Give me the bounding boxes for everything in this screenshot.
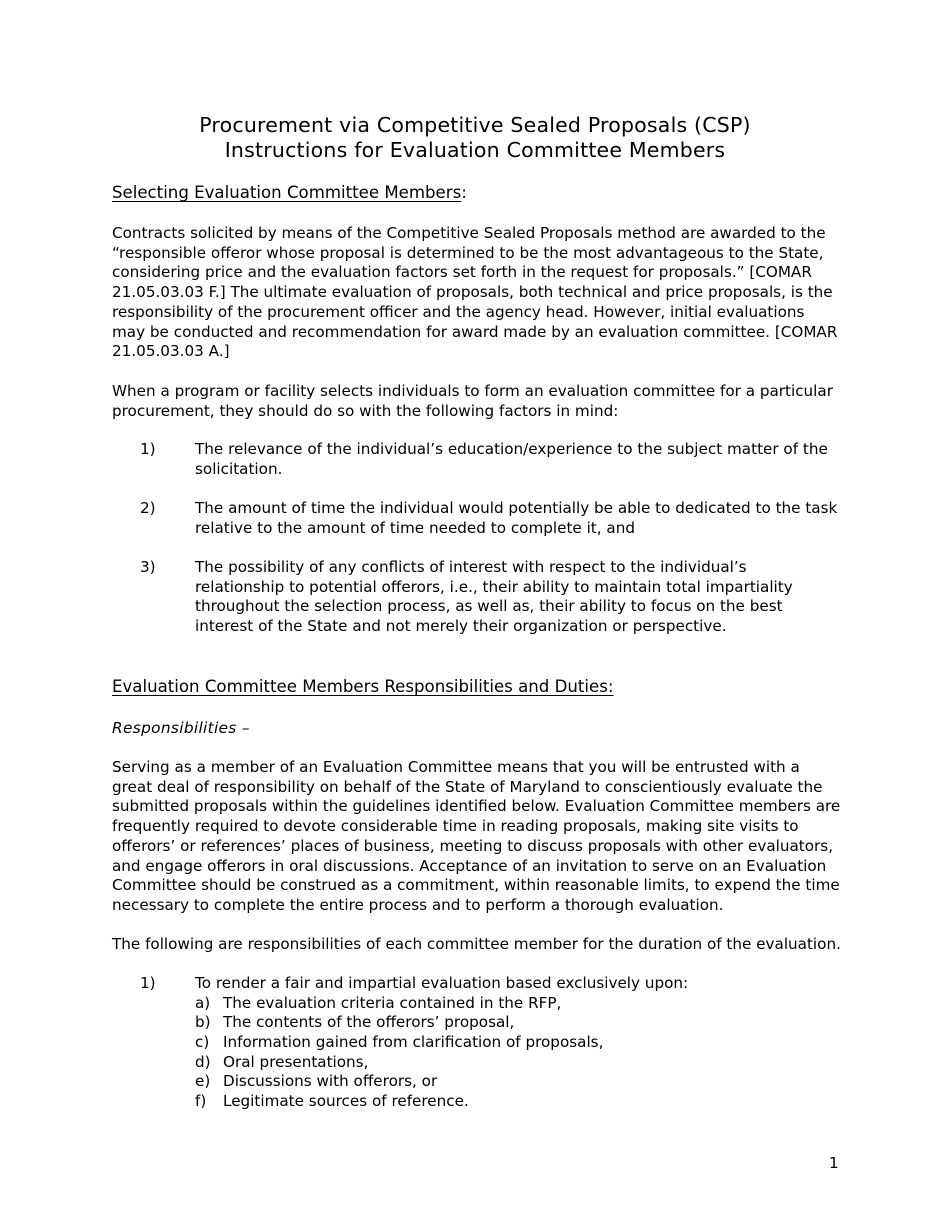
page-number: 1 — [829, 1154, 839, 1172]
responsibility-text: To render a fair and impartial evaluation based exclusively upon: — [195, 974, 689, 992]
paragraph-contracts: Contracts solicited by means of the Competitive Sealed Proposals method are awarded to the “responsible offeror whose proposal is determined to be the most advantageous to the State, considering price and the evaluation factors set forth in the request for proposals.” [COMAR 21.05.03.03 F.] The ultimate evaluation of proposals, both technical and price proposals, is the responsibility of the procurement officer and the agency head. However, initial evaluations may be conducted and recommendation for award made by an evaluation committee. [COMAR 21.05.03.03 A.] — [112, 224, 838, 361]
factor-text: The relevance of the individual’s education/experience to the subject matter of the solicitation. — [195, 440, 828, 478]
paragraph-following-responsibilities: The following are responsibilities of each committee member for the duration of the evaluation. — [112, 935, 841, 953]
subitem-text: Information gained from clarification of proposals, — [223, 1033, 604, 1051]
document-title-line-2: Instructions for Evaluation Committee Members — [224, 138, 726, 162]
paragraph-serving: Serving as a member of an Evaluation Committee means that you will be entrusted with a great deal of responsibility on behalf of the State of Maryland to conscientiously evaluate the submitted proposals within the guidelines identified below. Evaluation Committee members are frequently required to devote considerable time in reading proposals, making site visits to offerors’ or references’ places of business, meeting to discuss proposals with other evaluators, and engage offerors in oral discussions. Acceptance of an invitation to serve on an Evaluation Committee should be construed as a commitment, within reasonable limits, to expend the time necessary to complete the entire process and to perform a thorough evaluation. — [112, 758, 841, 914]
paragraph-program-selects: When a program or facility selects individuals to form an evaluation committee for a particular procurement, they should do so with the following factors in mind: — [112, 382, 833, 420]
subitem-letter: d) — [195, 1053, 211, 1071]
document-title-line-1: Procurement via Competitive Sealed Proposals (CSP) — [199, 113, 751, 137]
section-heading-selecting-text: Selecting Evaluation Committee Members — [112, 183, 462, 202]
subitem-text: The evaluation criteria contained in the RFP, — [223, 994, 562, 1012]
factor-number: 2) — [140, 499, 156, 517]
subitem-text: The contents of the offerors’ proposal, — [223, 1013, 515, 1031]
responsibility-number: 1) — [140, 974, 156, 992]
subitem-letter: b) — [195, 1013, 211, 1031]
factor-number: 1) — [140, 440, 156, 458]
section-heading-selecting — [112, 182, 467, 204]
section-heading-responsibilities — [112, 676, 613, 698]
subitem-letter: c) — [195, 1033, 210, 1051]
factor-text: The possibility of any conflicts of interest with respect to the individual’s relationship to potential offerors, i.e., their ability to maintain total impartiality throughout the selection process, as well as, their ability to focus on the best interest of the State and not merely their organization or perspective. — [195, 558, 793, 636]
subitem-text: Oral presentations, — [223, 1053, 369, 1071]
section-heading-responsibilities-text: Evaluation Committee Members Responsibilities and Duties: — [112, 677, 614, 696]
subitem-text: Legitimate sources of reference. — [223, 1092, 469, 1110]
subheading-responsibilities: Responsibilities – — [112, 719, 250, 737]
subitem-letter: e) — [195, 1072, 211, 1090]
subitem-letter: f) — [195, 1092, 207, 1110]
subitem-letter: a) — [195, 994, 211, 1012]
section-heading-colon: : — [461, 183, 467, 202]
factor-text: The amount of time the individual would potentially be able to dedicated to the task relative to the amount of time needed to complete it, and — [195, 499, 838, 537]
factor-number: 3) — [140, 558, 156, 576]
subitem-text: Discussions with offerors, or — [223, 1072, 438, 1090]
